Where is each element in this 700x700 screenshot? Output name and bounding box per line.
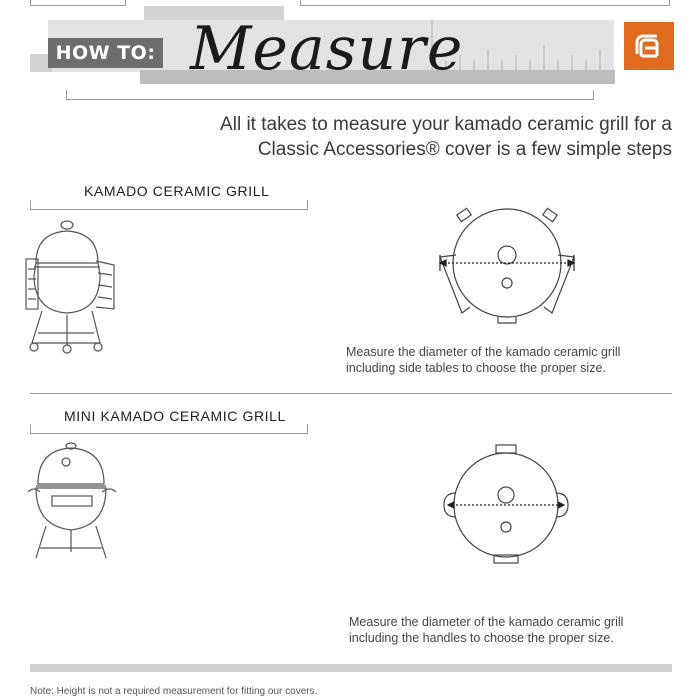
caption-kamado-line-2: including side tables to choose the proper size. — [346, 361, 606, 375]
footer-note: Note: Height is not a required measurement for fitting our covers. — [30, 686, 318, 697]
caption-mini-kamado-line-2: including the handles to choose the proper size. — [349, 631, 614, 645]
section-title-kamado: KAMADO CERAMIC GRILL — [84, 183, 270, 199]
footer-bar — [30, 664, 672, 672]
section-bracket-mini-kamado — [30, 424, 308, 434]
section-title-mini-kamado: MINI KAMADO CERAMIC GRILL — [64, 408, 286, 424]
ca-logo-icon — [631, 28, 667, 64]
mini-kamado-grill-top-illustration — [442, 445, 582, 570]
caption-mini-kamado — [349, 614, 623, 646]
kamado-grill-side-illustration — [24, 215, 124, 360]
classic-accessories-logo — [624, 22, 674, 70]
kamado-grill-top-illustration — [432, 205, 582, 325]
caption-kamado-line-1: Measure the diameter of the kamado ceramic grill — [346, 345, 621, 359]
section-divider — [30, 393, 672, 394]
intro-line-2: Classic Accessories® cover is a few simple steps — [257, 139, 672, 160]
section-bracket-kamado — [30, 200, 308, 210]
page-title: Measure — [190, 14, 464, 84]
how-to-badge: HOW TO: — [48, 38, 163, 68]
caption-kamado — [346, 344, 620, 376]
intro-text — [192, 112, 672, 162]
intro-line-1: All it takes to measure your kamado ceramic grill for a — [220, 114, 672, 135]
mini-kamado-grill-side-illustration — [26, 440, 126, 565]
caption-mini-kamado-line-1: Measure the diameter of the kamado ceramic grill — [349, 615, 624, 629]
header-bottom-bracket — [66, 90, 594, 100]
